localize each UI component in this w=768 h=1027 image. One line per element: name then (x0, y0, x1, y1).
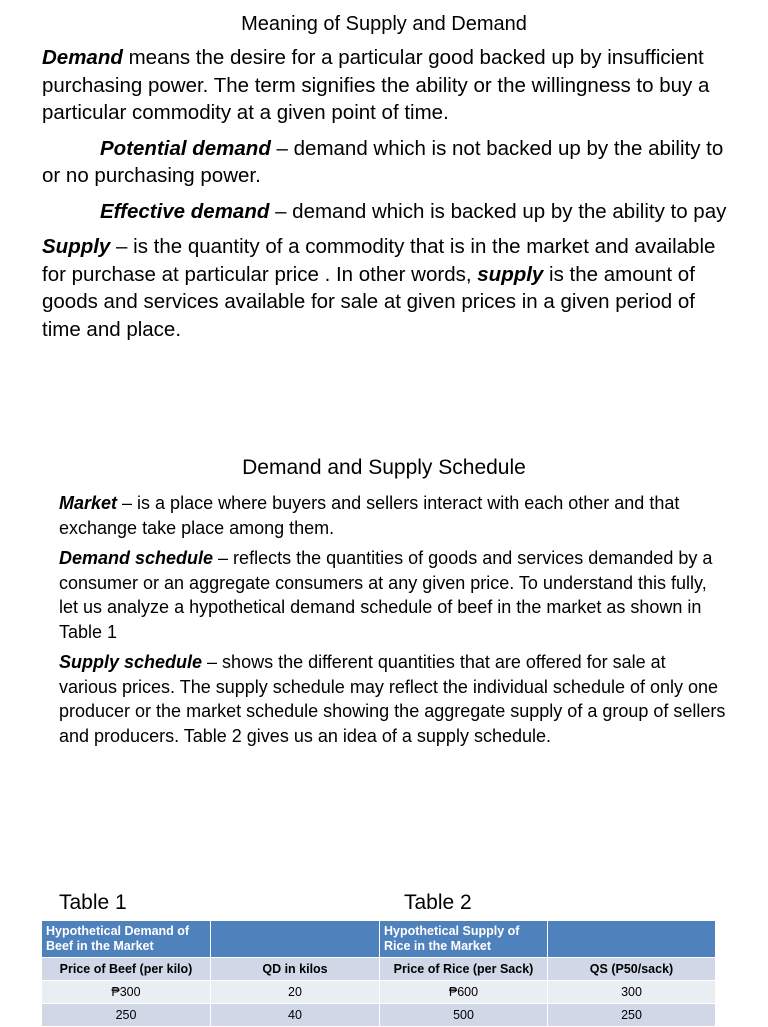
table1-header-price: Price of Beef (per kilo) (42, 958, 211, 981)
paragraph-potential-demand (42, 135, 728, 190)
table2-title: Hypothetical Supply of Rice in the Market (380, 921, 548, 958)
definition-demand-schedule: – reflects the quantities of goods and services demanded by a consumer or an aggregate consumers at any given price. To understand this fully, let us analyze a hypothetical demand schedule of beef in the market as shown in Table 1 (59, 548, 713, 642)
term-supply: Supply (42, 235, 111, 258)
table1-cell: 40 (211, 1004, 380, 1027)
slide-demand-and-supply-schedule (0, 455, 768, 855)
term-potential-demand: Potential demand (100, 136, 271, 160)
paragraph-supply (42, 233, 728, 343)
definition-potential-demand: – demand which is not backed up by the ability to or no purchasing power. (42, 136, 724, 187)
paragraph-supply-schedule (59, 650, 728, 748)
schedule-tables (41, 920, 716, 1027)
table2-header-qs: QS (P50/sack) (548, 958, 716, 981)
paragraph-demand-schedule (59, 546, 728, 644)
tables-section (0, 888, 768, 1024)
slide-title: Demand and Supply Schedule (242, 456, 526, 479)
slide-title: Meaning of Supply and Demand (241, 13, 527, 35)
table2-header-price: Price of Rice (per Sack) (380, 958, 548, 981)
paragraph-effective-demand (42, 198, 728, 226)
table2-title-blank (548, 921, 716, 958)
definition-supply-part2: is the amount of goods and services available for sale at given prices in a given period of time and place. (42, 262, 695, 341)
table1-title-blank (211, 921, 380, 958)
term-demand: Demand (42, 46, 123, 69)
table2-caption: Table 2 (404, 891, 472, 914)
table1-cell: 250 (42, 1004, 211, 1027)
table2-cell: 300 (548, 981, 716, 1004)
term-supply-schedule: Supply schedule (59, 652, 203, 672)
table1-cell: 20 (211, 981, 380, 1004)
table-row (42, 981, 716, 1004)
table2-cell: 500 (380, 1004, 548, 1027)
table2-cell: 250 (548, 1004, 716, 1027)
definition-demand: means the desire for a particular good backed up by insufficient purchasing power. The term signifies the ability or the willingness to buy a particular commodity at a given point of time. (42, 46, 710, 124)
term-effective-demand: Effective demand (100, 199, 270, 223)
slide-meaning-of-supply-and-demand (0, 0, 768, 430)
paragraph-market (59, 491, 728, 540)
table-header-row (42, 958, 716, 981)
definition-market: – is a place where buyers and sellers interact with each other and that exchange take place among them. (59, 493, 680, 538)
table-row (42, 1004, 716, 1027)
term-demand-schedule: Demand schedule (59, 548, 214, 568)
slide-body (59, 491, 728, 754)
slide-body (42, 44, 728, 351)
table1-title: Hypothetical Demand of Beef in the Market (42, 921, 211, 958)
definition-supply-schedule: – shows the different quantities that are offered for sale at various prices. The supply schedule may reflect the individual schedule of only one producer or the market schedule showing the aggregate supply of a group of sellers and producers. Table 2 gives us an idea of a supply schedule. (59, 652, 726, 746)
definition-supply-part1: – is the quantity of a commodity that is in the market and available for purchase at particular price . In other words, (42, 235, 716, 286)
table2-cell: ₱600 (380, 981, 548, 1004)
table-title-row (42, 921, 716, 958)
table1-header-qd: QD in kilos (211, 958, 380, 981)
paragraph-demand (42, 44, 728, 127)
table1-caption: Table 1 (59, 891, 127, 914)
table1-cell: ₱300 (42, 981, 211, 1004)
term-supply-inline: supply (477, 262, 544, 286)
term-market: Market (59, 493, 118, 513)
definition-effective-demand: – demand which is backed up by the ability to pay (269, 199, 727, 223)
